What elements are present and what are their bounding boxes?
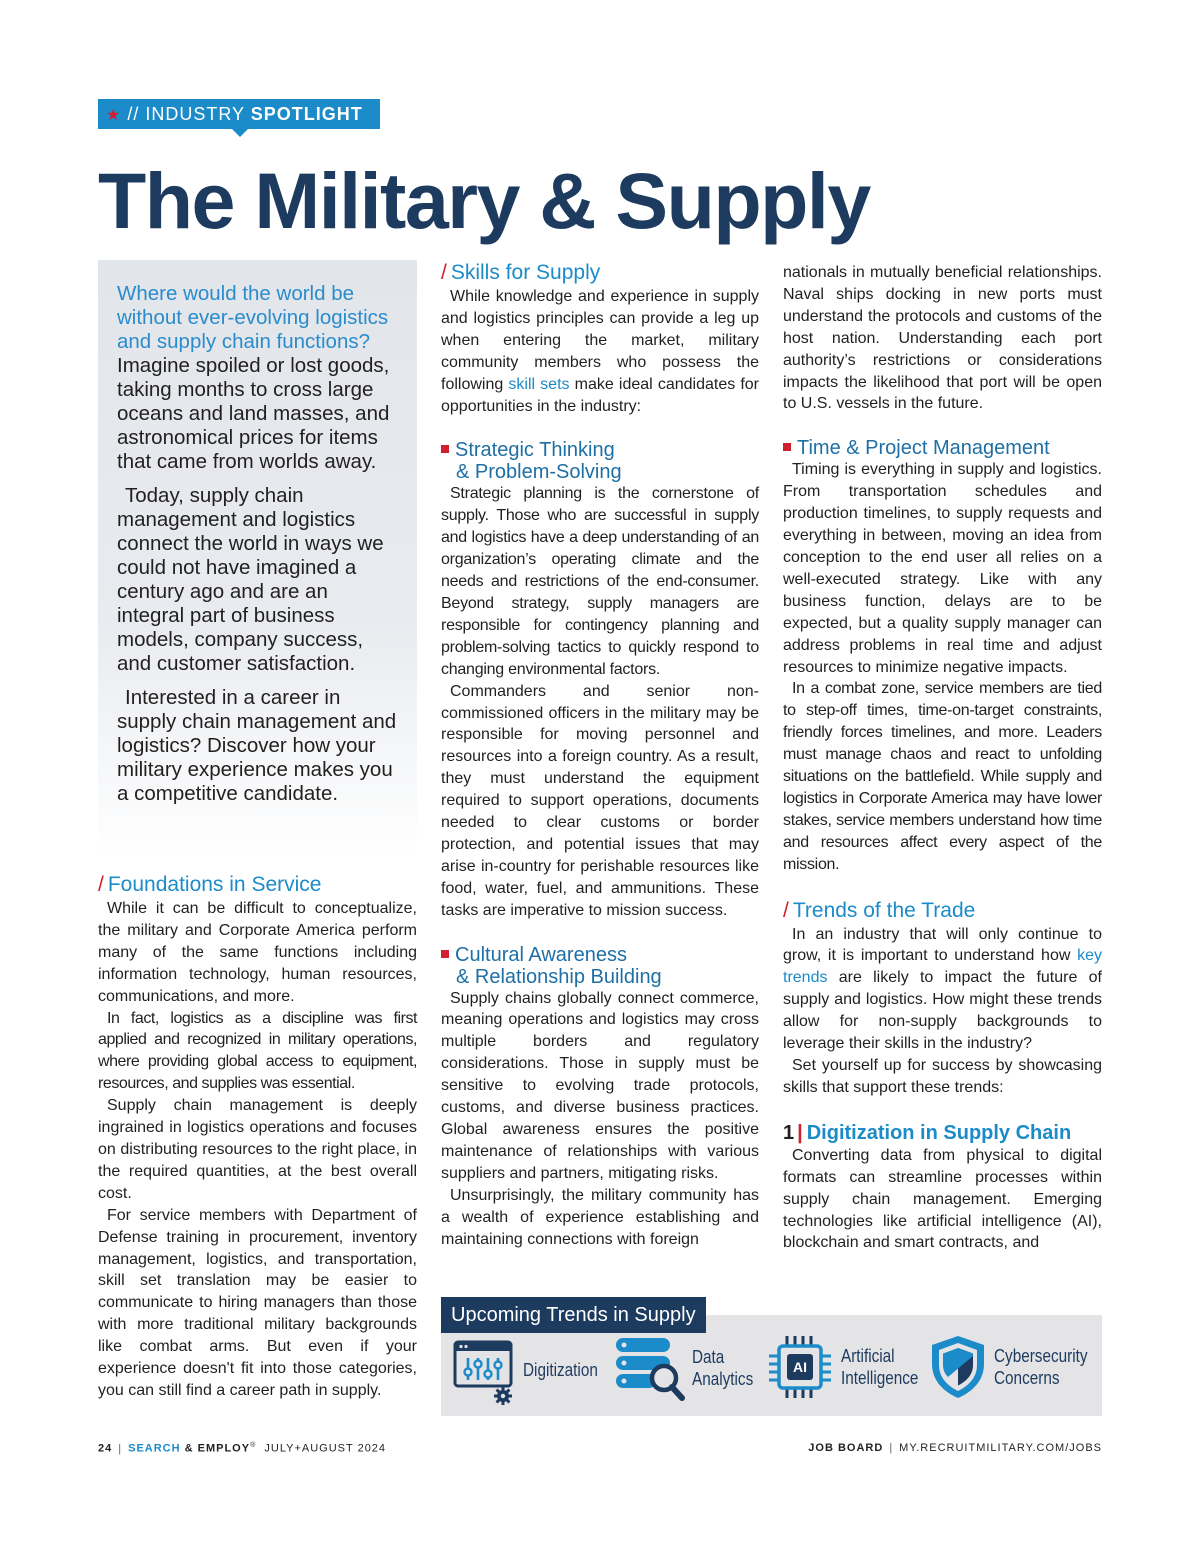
data-analytics-icon bbox=[614, 1334, 686, 1402]
foundations-p4: For service members with Department of Defense training in procurement, inventory management, logistics, and transportation, skill set translation may be easier to communicate to hiring managers than those with more traditional military backgrounds like combat arms. But even if your experience doesn't fit into those categories, you can still find a career path in supply. bbox=[98, 1206, 417, 1399]
job-board-url[interactable]: MY.RECRUITMILITARY.COM/JOBS bbox=[899, 1442, 1102, 1454]
spacer bbox=[441, 922, 759, 944]
intro-box bbox=[98, 260, 417, 860]
digitization-p1: Converting data from physical to digital formats can streamline processes within supply chain management. Emerging technologies like artificial intelligence (AI), blockchain and smart contracts, and bbox=[783, 1146, 1102, 1252]
cultural-p1: Supply chains globally connect commerce, meaning operations and logistics may cross multiple borders and regulatory considerations. Those in supply must be sensitive to evolving trade protocols, customs, and diverse business practices. Global awareness ensures the positive maintenance of relationships with various suppliers and partners, mitigating risks. bbox=[441, 989, 759, 1182]
magazine-name-a: SEARCH bbox=[128, 1442, 181, 1455]
foundations-p3: Supply chain management is deeply ingrained in logistics operations and focuses on distributing resources to the right place, in the required quantities, at the best overall cost. bbox=[98, 1097, 417, 1202]
square-bullet-icon bbox=[441, 445, 449, 453]
trend-label: Artificial Intelligence bbox=[841, 1346, 919, 1388]
strategic-heading: Strategic Thinking & Problem-Solving bbox=[441, 439, 759, 483]
column-1 bbox=[98, 872, 417, 1402]
spacer bbox=[783, 415, 1102, 437]
magazine-name-b: & EMPLOY bbox=[184, 1442, 251, 1455]
skills-heading: / Skills for Supply bbox=[441, 261, 601, 284]
column-2 bbox=[441, 260, 759, 1250]
page-title: The Military & Supply bbox=[98, 156, 870, 245]
slash-mark: / bbox=[783, 898, 789, 922]
ai-chip-icon bbox=[767, 1334, 833, 1400]
footer-right bbox=[808, 1442, 1102, 1454]
intro-highlight: Where would the world be without ever-evolving logistics and supply chain functions? bbox=[117, 282, 389, 353]
intro-paragraph-3: Interested in a career in supply chain management and logistics? Discover how your military experience makes you a competitive candidate. bbox=[117, 686, 397, 805]
intro-paragraph-2: Today, supply chain management and logistics connect the world in ways we could not have imagined a century ago and are an integral part of business models, company success, and customer satisfaction. bbox=[117, 484, 384, 675]
strategic-p1: Strategic planning is the cornerstone of supply. Those who are successful in supply and logistics have a deep understanding of an organization’s operating climate and the needs and restrictions of the end-consumer. Beyond strategy, supply managers are responsible for contingency planning and problem-solving tactics to quickly respond to changing environmental factors. bbox=[441, 485, 759, 678]
digitization-heading: 1 | Digitization in Supply Chain bbox=[783, 1121, 1072, 1144]
issue-date: JULY+AUGUST 2024 bbox=[264, 1442, 387, 1455]
trend-label: Data Analytics bbox=[692, 1347, 754, 1389]
trends-p2: Set yourself up for success by showcasing skills that support these trends: bbox=[783, 1057, 1102, 1096]
trend-data-analytics bbox=[614, 1334, 764, 1402]
skills-intro: While knowledge and experience in supply and logistics principles can provide a leg up when entering the market, military community members who possess the following skill sets make ideal candidates for opportunities in the industry: bbox=[441, 288, 760, 415]
job-board-label: JOB BOARD bbox=[808, 1442, 884, 1454]
trend-digitization bbox=[453, 1334, 611, 1406]
digitization-icon bbox=[453, 1334, 517, 1406]
time-heading: Time & Project Management bbox=[783, 437, 1102, 459]
trend-cybersecurity bbox=[929, 1334, 1104, 1400]
star-icon: ★ bbox=[106, 107, 122, 124]
spacer bbox=[783, 1099, 1102, 1121]
col3-continuation: nationals in mutually beneficial relationships. Naval ships docking in new ports must understand the protocols and customs of the host nation. Understanding each port authority’s restrictions or considerations impacts the likelihood that port will be open to U.S. vessels in the future. bbox=[783, 264, 1102, 413]
spacer bbox=[441, 417, 759, 439]
trends-heading: / Trends of the Trade bbox=[783, 898, 976, 922]
foundations-p2: In fact, logistics as a discipline was first applied and recognized in military operations, where providing global access to equipment, resources, and supplies was essential. bbox=[98, 1009, 417, 1093]
separator: | bbox=[118, 1442, 123, 1455]
registered-mark: ® bbox=[250, 1442, 257, 1449]
strategic-p2: Commanders and senior non-commissioned officers in the military may be responsible for moving personnel and resources into a foreign country. As a result, they must understand the equipment required to support operations, documents needed to clear customs or border protection, and potential issues that may arise in-country for perishable resources like food, water, fuel, and ammunitions. These tasks are imperative to mission success. bbox=[441, 682, 759, 919]
spacer bbox=[783, 876, 1102, 898]
slash-mark: / bbox=[441, 261, 447, 284]
trends-p1: In an industry that will only continue to grow, it is important to understand how key trends are likely to impact the future of supply and logistics. How might these trends allow for non-supply backgrounds to leverage their skills in the industry? bbox=[783, 925, 1102, 1053]
square-bullet-icon bbox=[783, 443, 791, 451]
foundations-heading: / Foundations in Service bbox=[98, 873, 322, 896]
cultural-heading: Cultural Awareness & Relationship Building bbox=[441, 944, 759, 988]
divider-bar: | bbox=[797, 1121, 803, 1144]
separator: | bbox=[889, 1442, 894, 1454]
time-p2: In a combat zone, service members are tied to step-off times, time-on-target constraints, friendly forces timelines, and more. Leaders must manage chaos and react to unfolding situations on the battlefield. While supply and logistics in Corporate America may have lower stakes, service members understand how time and resources affect every aspect of the mission. bbox=[783, 680, 1102, 873]
trends-panel-title: Upcoming Trends in Supply bbox=[441, 1297, 706, 1333]
time-p1: Timing is everything in supply and logistics. From transportation schedules and production timelines, to supply requests and everything in between, moving an idea from conception to the end user all relies on a well-executed strategy. Like with any business function, delays are to be expected, but a quality supply manager can address problems in real time and adjust resources to minimize negative impacts. bbox=[783, 461, 1102, 676]
intro-paragraph-1 bbox=[117, 282, 399, 474]
column-3 bbox=[783, 262, 1102, 1254]
skill-sets-link[interactable]: skill sets bbox=[508, 375, 570, 393]
trend-label: Digitization bbox=[523, 1360, 598, 1380]
trend-label: Cybersecurity Concerns bbox=[994, 1346, 1088, 1388]
section-badge bbox=[98, 99, 380, 129]
cultural-p2: Unsurprisingly, the military community has a wealth of experience establishing and maintaining connections with foreign bbox=[441, 1186, 759, 1248]
badge-bold: SPOTLIGHT bbox=[250, 104, 363, 124]
shield-icon bbox=[929, 1334, 987, 1400]
intro-p1-rest: Imagine spoiled or lost goods, taking months to cross large oceans and land masses, and astronomical prices for items that came from worlds away. bbox=[117, 354, 390, 473]
trend-artificial-intelligence bbox=[767, 1334, 932, 1400]
footer-left bbox=[98, 1442, 386, 1455]
page-number: 24 bbox=[98, 1442, 113, 1455]
key-trends-link[interactable]: key trends bbox=[783, 947, 1102, 987]
square-bullet-icon bbox=[441, 950, 449, 958]
slash-mark: / bbox=[98, 873, 104, 896]
foundations-p1: While it can be difficult to conceptualize, the military and Corporate America perform many of the same functions including information technology, human resources, communications, and more. bbox=[98, 900, 417, 1005]
badge-prefix: // INDUSTRY bbox=[127, 104, 245, 124]
ai-chip-label: AI bbox=[793, 1359, 807, 1375]
